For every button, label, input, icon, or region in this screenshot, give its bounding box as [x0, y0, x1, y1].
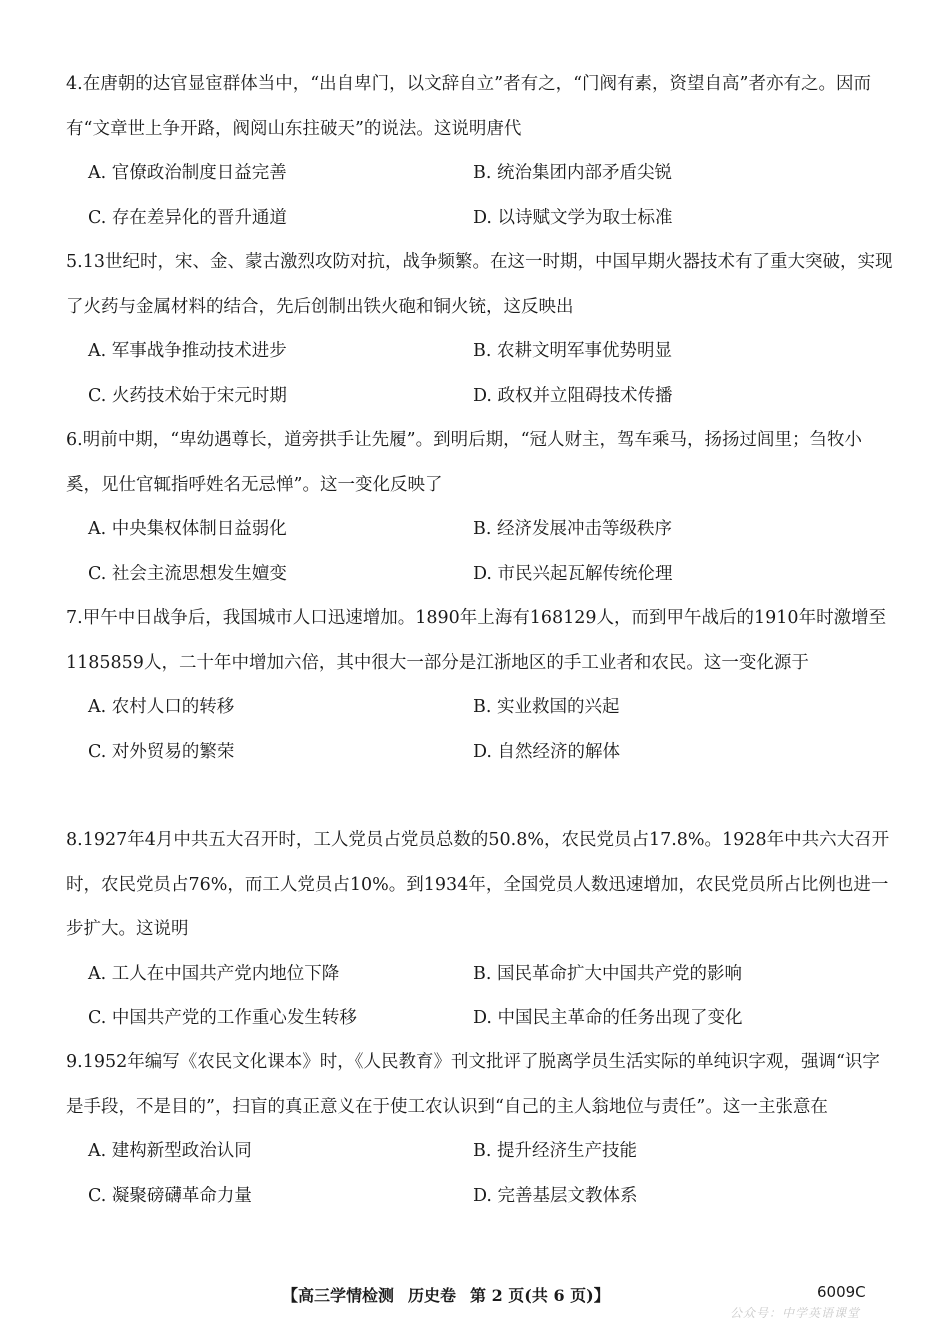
option-c: C. 中国共产党的工作重心发生转移	[88, 1008, 357, 1028]
option-c: C. 对外贸易的繁荣	[88, 741, 235, 762]
question-stem: 6.明前中期，“卑幼遇尊长，道旁拱手让先履”。到明后期，“冠人财主，驾车乘马，扬扬过闾里；刍牧小奚，见仕官辄指呼姓名无忌惮”。这一变化反映了	[66, 430, 863, 495]
option-d: D. 完善基层文教体系	[473, 1185, 638, 1206]
option-d: D. 以诗赋文学为取士标准	[473, 207, 673, 228]
option-c: C. 凝聚磅礴革命力量	[88, 1185, 252, 1206]
option-b: B. 国民革命扩大中国共产党的影响	[473, 963, 742, 984]
question-stem: 5.13世纪时，宋、金、蒙古激烈攻防对抗，战争频繁。在这一时期，中国早期火器技术有了重大突破，实现了火药与金属材料的结合，先后创制出铁火砲和铜火铳，这反映出	[66, 252, 893, 317]
option-c: C. 存在差异化的晋升通道	[88, 207, 287, 228]
watermark-text: 公众号：中学英语课堂	[730, 1306, 861, 1320]
option-a: A. 官僚政治制度日益完善	[88, 163, 287, 183]
option-a: A. 农村人口的转移	[88, 697, 235, 717]
question-6	[66, 418, 896, 596]
question-options	[66, 507, 896, 596]
footer-subject: 历史卷	[408, 1286, 457, 1305]
option-d: D. 自然经济的解体	[473, 741, 621, 762]
question-stem: 9.1952年编写《农民文化课本》时，《人民教育》刊文批评了脱离学员生活实际的单纯识字观，强调“识字是手段，不是目的”，扫盲的真正意义在于使工农认识到“自己的主人翁地位与责任”。这一主张意在	[66, 1052, 880, 1117]
option-d: D. 中国民主革命的任务出现了变化	[473, 1008, 743, 1028]
footer-code: 6009C	[817, 1283, 866, 1301]
footer-exam-name: 【高三学情检测	[282, 1286, 395, 1305]
option-a: A. 工人在中国共产党内地位下降	[88, 963, 340, 984]
question-options	[66, 329, 896, 418]
option-a: A. 建构新型政治认同	[88, 1141, 252, 1161]
question-stem: 7.甲午中日战争后，我国城市人口迅速增加。1890年上海有168129人，而到甲午战后的1910年时激增至1185859人，二十年中增加六倍，其中很大一部分是江浙地区的手工业者和农民。这一变化源于	[66, 608, 887, 673]
question-options	[66, 685, 896, 774]
option-d: D. 市民兴起瓦解传统伦理	[473, 563, 673, 584]
footer-title	[282, 1283, 610, 1306]
question-stem: 4.在唐朝的达官显宦群体当中，“出自卑门，以文辞自立”者有之，“门阀有素，资望自高”者亦有之。因而有“文章世上争开路，阀阅山东拄破天”的说法。这说明唐代	[66, 74, 871, 139]
question-8	[66, 818, 896, 1041]
footer-page-number: 第 2 页(共 6 页)】	[470, 1286, 610, 1305]
option-b: B. 经济发展冲击等级秩序	[473, 519, 672, 539]
option-c: C. 火药技术始于宋元时期	[88, 385, 287, 406]
option-a: A. 军事战争推动技术进步	[88, 341, 287, 361]
question-options	[66, 1129, 896, 1218]
question-5	[66, 240, 896, 418]
question-stem: 8.1927年4月中共五大召开时，工人党员占党员总数的50.8%，农民党员占17.8%。1928年中共六大召开时，农民党员占76%，而工人党员占10%。到1934年，全国党员人数迅速增加，农民党员所占比例也进一步扩大。这说明	[66, 830, 890, 939]
option-b: B. 提升经济生产技能	[473, 1141, 637, 1161]
question-4	[66, 62, 896, 240]
question-options	[66, 151, 896, 240]
option-b: B. 农耕文明军事优势明显	[473, 341, 672, 361]
question-9	[66, 1040, 896, 1218]
question-options	[66, 952, 896, 1041]
option-c: C. 社会主流思想发生嬗变	[88, 563, 287, 584]
option-b: B. 统治集团内部矛盾尖锐	[473, 163, 672, 183]
option-b: B. 实业救国的兴起	[473, 697, 620, 717]
question-7	[66, 596, 896, 774]
option-a: A. 中央集权体制日益弱化	[88, 519, 287, 539]
option-d: D. 政权并立阻碍技术传播	[473, 385, 673, 406]
